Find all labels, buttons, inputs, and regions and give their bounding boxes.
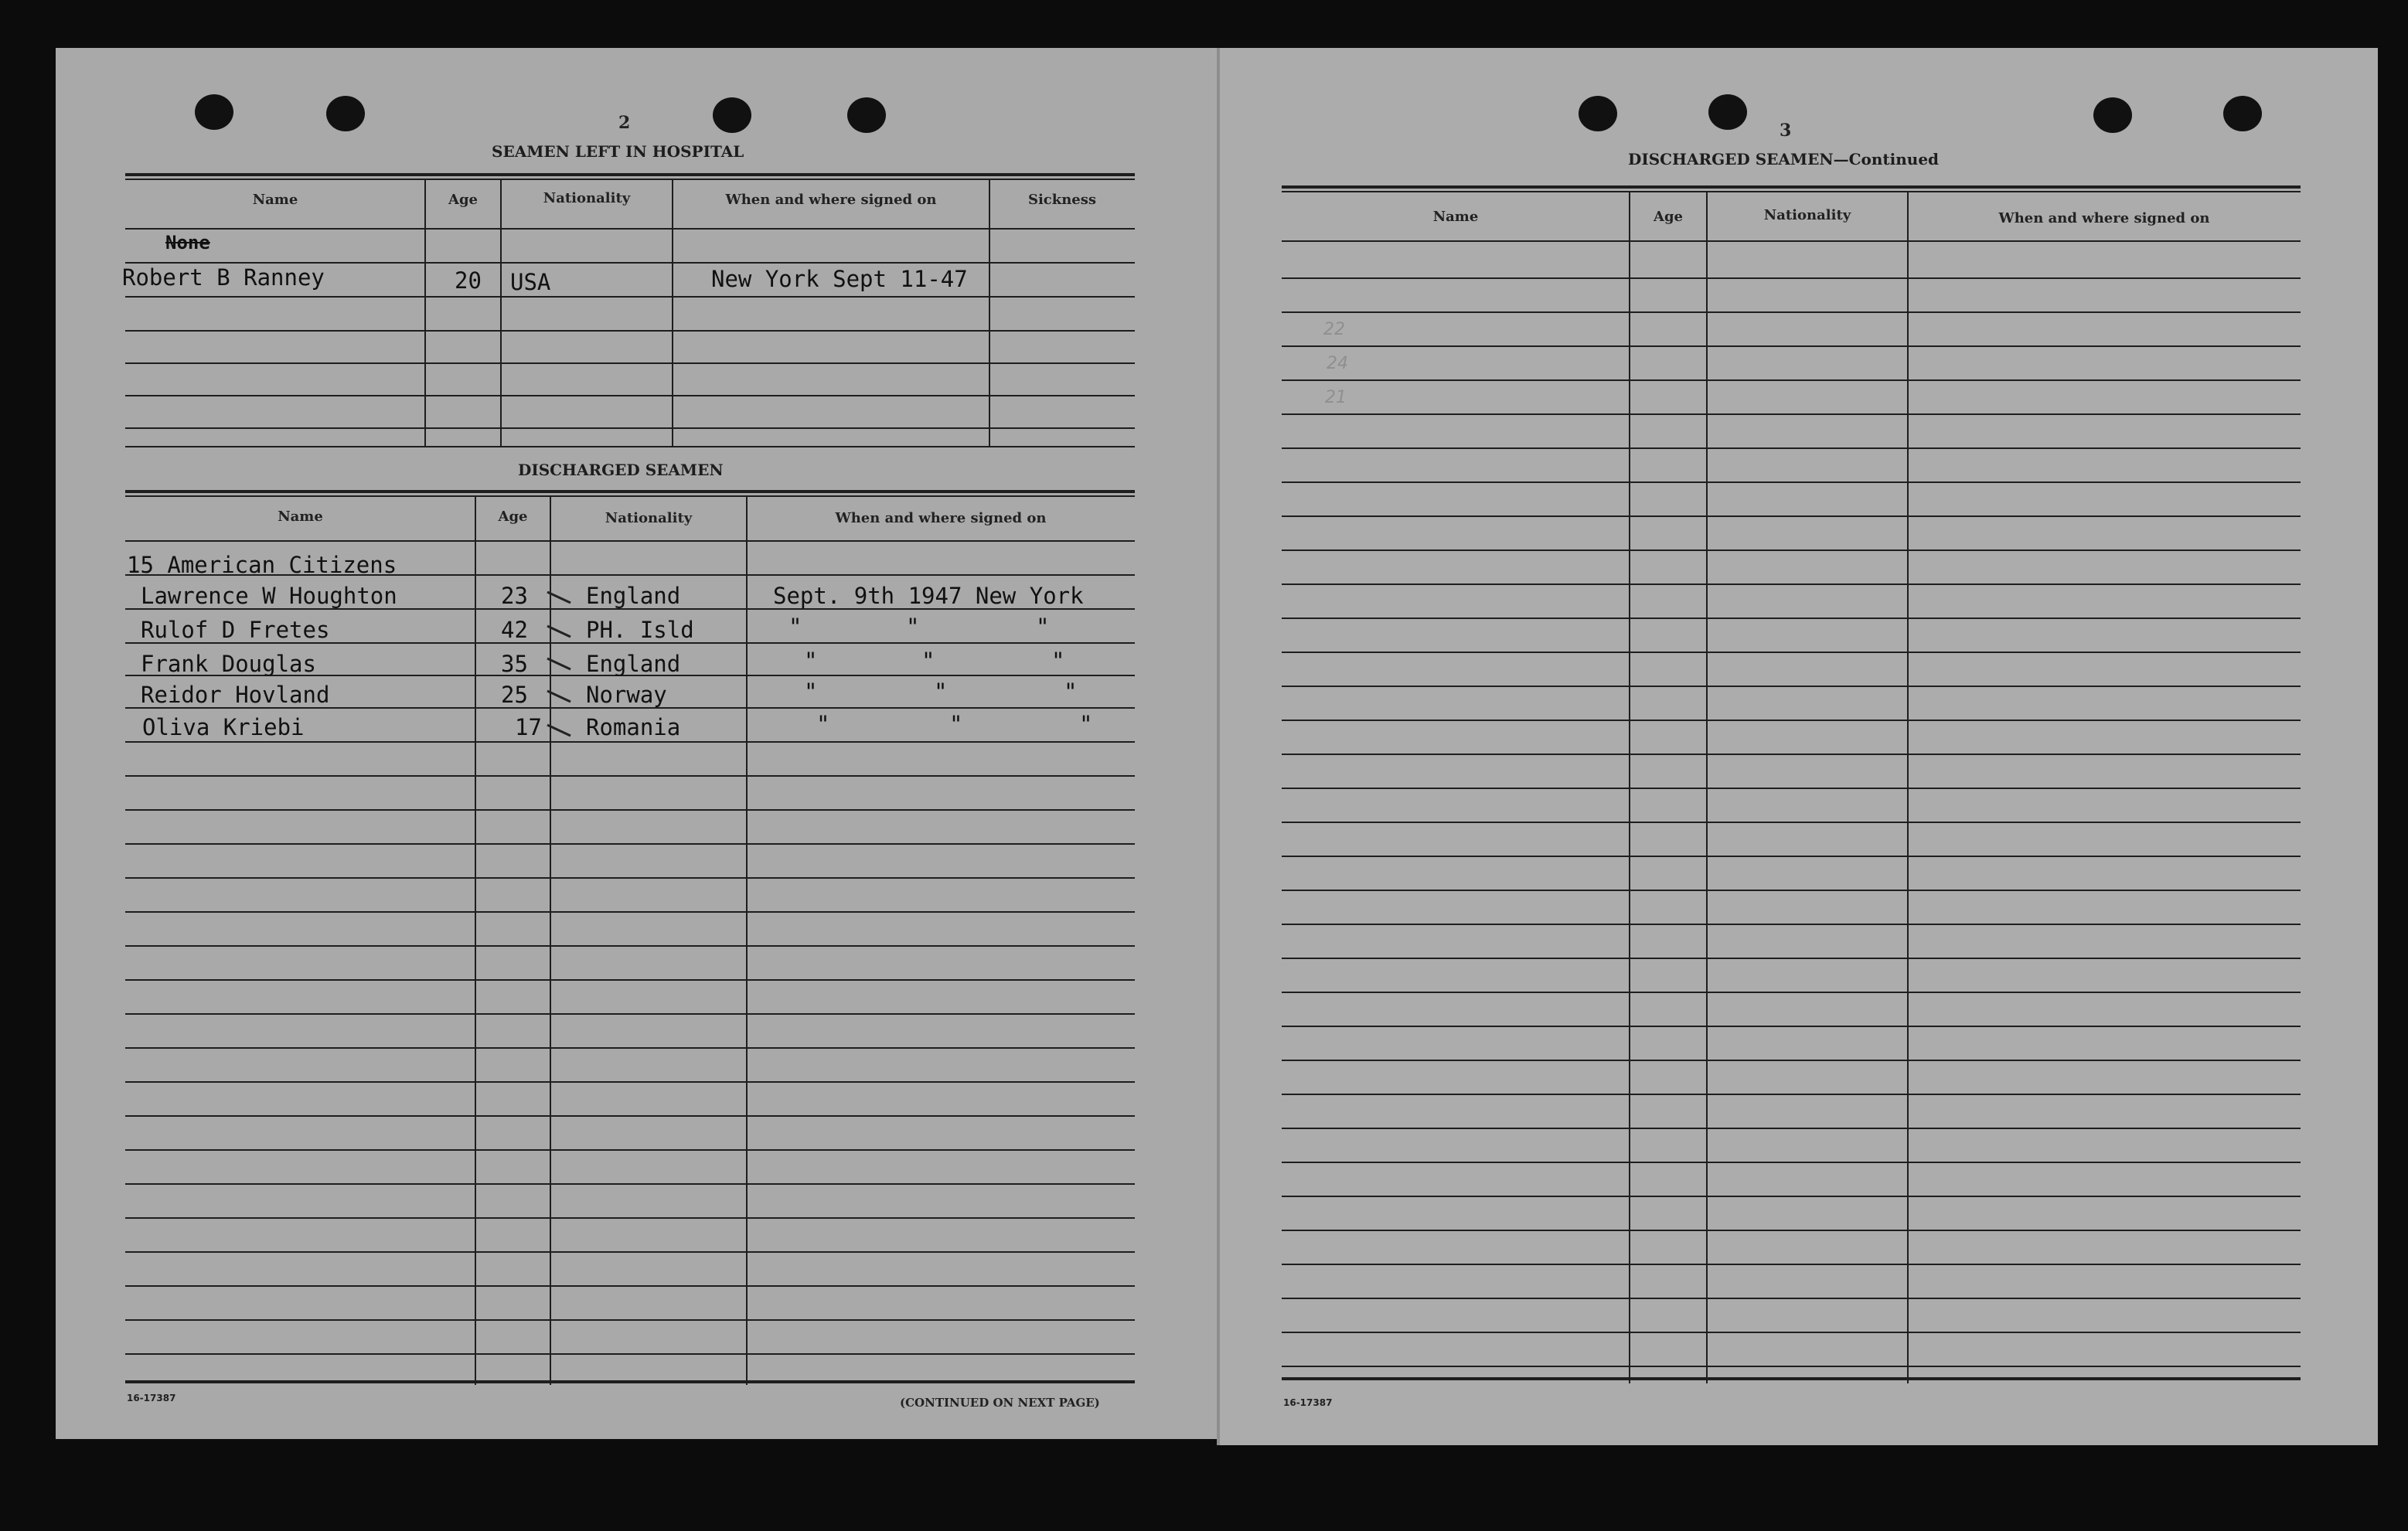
hospital-row-age: 20 (455, 267, 482, 294)
form-number-left: 16-17387 (127, 1393, 176, 1403)
ditto-mark: " (921, 648, 935, 674)
hospital-col-signed-on: When and where signed on (725, 192, 937, 208)
continued-col-nationality: Nationality (1763, 207, 1851, 223)
hospital-row-name: Robert B Ranney (122, 264, 325, 291)
ditto-mark: " (1079, 711, 1093, 737)
hospital-row-signed-on: New York Sept 11-47 (711, 266, 968, 292)
form-number-right: 16-17387 (1283, 1397, 1333, 1408)
discharged-row-age: 23 (501, 583, 528, 609)
discharged-col-signed-on: When and where signed on (835, 510, 1047, 526)
ditto-mark: " (906, 614, 920, 640)
continued-col-signed-on: When and where signed on (1998, 210, 2210, 226)
hospital-col-nationality: Nationality (543, 190, 631, 206)
discharged-col-name: Name (278, 509, 323, 525)
discharged-row-nationality: England (586, 583, 681, 609)
discharged-row-age: 42 (501, 617, 528, 643)
continued-col-age: Age (1653, 209, 1683, 225)
page-number-left: 2 (618, 113, 631, 133)
hospital-row-nationality: USA (510, 269, 551, 295)
hospital-col-sickness: Sickness (1027, 192, 1097, 208)
continued-section-title: DISCHARGED SEAMEN—Continued (1628, 150, 1940, 168)
continued-col-name: Name (1432, 209, 1479, 225)
ditto-mark: " (1051, 648, 1065, 674)
discharged-row-signed-on: Sept. 9th 1947 New York (773, 583, 1084, 609)
discharged-row-age: 25 (501, 682, 528, 708)
discharged-col-nationality: Nationality (605, 510, 693, 526)
hospital-col-age: Age (448, 192, 478, 208)
pencil-mark: 21 (1325, 388, 1347, 407)
discharged-row-age: 35 (501, 651, 528, 677)
discharged-col-age: Age (498, 509, 528, 525)
ditto-mark: " (804, 679, 818, 705)
hospital-col-name: Name (252, 192, 298, 208)
ditto-mark: " (816, 711, 830, 737)
discharged-row-name: Reidor Hovland (141, 682, 330, 708)
discharged-row-nationality: PH. Isld (586, 617, 694, 643)
pencil-mark: 22 (1323, 320, 1345, 339)
discharged-row-name: Lawrence W Houghton (141, 583, 397, 609)
ditto-mark: " (1064, 679, 1078, 705)
discharged-row-age: 17 (515, 714, 542, 740)
discharged-row-nationality: England (586, 651, 681, 677)
continued-note: (CONTINUED ON NEXT PAGE) (900, 1396, 1100, 1410)
discharged-row-name: Rulof D Fretes (141, 617, 330, 643)
hospital-note-struck: None (165, 232, 210, 253)
ditto-mark: " (804, 648, 818, 674)
ditto-mark: " (949, 711, 963, 737)
ditto-mark: " (934, 679, 948, 705)
discharged-row-nationality: Norway (586, 682, 667, 708)
ditto-mark: " (788, 614, 802, 640)
discharged-row-name: Oliva Kriebi (142, 714, 305, 740)
discharged-row-nationality: Romania (586, 714, 681, 740)
ditto-mark: " (1036, 614, 1050, 640)
hospital-section-title: SEAMEN LEFT IN HOSPITAL (492, 142, 744, 161)
discharged-note: 15 American Citizens (127, 552, 397, 578)
discharged-section-title: DISCHARGED SEAMEN (518, 461, 724, 479)
pencil-mark: 24 (1327, 354, 1348, 373)
page-number-right: 3 (1780, 121, 1792, 141)
discharged-row-name: Frank Douglas (141, 651, 316, 677)
